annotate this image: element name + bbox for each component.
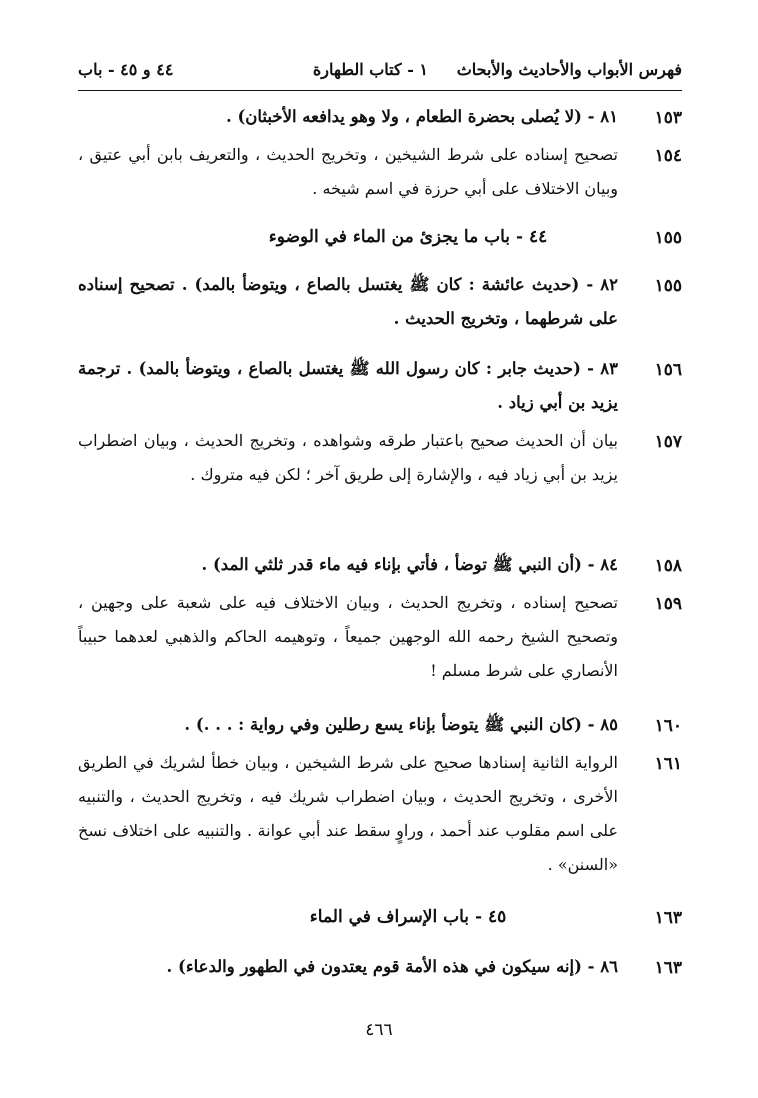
index-entries (78, 0, 682, 1000)
entry-text: ٨٢ - (حديث عائشة : كان ﷺ يغتسل بالصاع ، ويتوضأ بالمد) . تصحيح إسناده على شرطهما ، وتخريج الحديث . (78, 275, 618, 328)
entry-page-number: ١٦٣ (654, 908, 682, 928)
entry-page-number: ١٦١ (654, 754, 682, 774)
page-number: ٤٦٦ (365, 1020, 393, 1040)
entry-text: الرواية الثانية إسنادها صحيح على شرط الشيخين ، وبيان خطأ لشريك في الطريق الأخرى ، وتخريج الحديث ، وبيان اضطراب شريك فيه ، وتخريج الحديث ، والتنبيه على اسم مقلوب عند أحمد ، وراوٍ سقط عند أبي عوانة . والتنبيه على اختلاف نسخ «السنن» . (78, 753, 619, 874)
entry-text: ٨٥ - (كان النبي ﷺ يتوضأ بإناء يسع رطلين وفي رواية : . . .) . (184, 715, 618, 734)
entry-page-number: ١٥٤ (654, 146, 682, 166)
entry-page-number: ١٥٨ (654, 556, 682, 576)
entry-text: ٨١ - (لا يُصلى بحضرة الطعام ، ولا وهو يدافعه الأخبثان) . (225, 107, 618, 126)
entry-text: ٨٤ - (أن النبي ﷺ توضأ ، فأتي بإناء فيه ماء قدر ثلثي المد) . (201, 555, 618, 574)
entry-text: تصحيح إسناده على شرط الشيخين ، وتخريج الحديث ، والتعريف بابن أبي عتيق ، وبيان الاختلاف على أبي حرزة في اسم شيخه . (78, 145, 618, 198)
entry-page-number: ١٦٣ (654, 958, 682, 978)
entry-page-number: ١٥٣ (654, 108, 682, 128)
header-title: فهرس الأبواب والأحاديث والأبحاث (456, 60, 682, 79)
header-chapter: ٤٤ و ٤٥ - باب (78, 60, 174, 79)
entry-page-number: ١٦٠ (654, 716, 682, 736)
entry-text: ٨٣ - (حديث جابر : كان رسول الله ﷺ يغتسل بالصاع ، ويتوضأ بالمد) . ترجمة يزيد بن أبي زياد . (78, 359, 618, 412)
entry-text: ٨٦ - (إنه سيكون في هذه الأمة قوم يعتدون في الطهور والدعاء) . (166, 957, 618, 976)
entry-page-number: ١٥٦ (654, 360, 682, 380)
header-book: ١ - كتاب الطهارة (312, 60, 428, 79)
entry-page-number: ١٥٥ (654, 228, 682, 248)
entry-text: بيان أن الحديث صحيح باعتبار طرقه وشواهده ، وتخريج الحديث ، وبيان اضطراب يزيد بن أبي زياد فيه ، والإشارة إلى طريق آخر ؛ لكن فيه متروك . (78, 431, 618, 484)
entry-page-number: ١٥٩ (654, 594, 682, 614)
entry-text: تصحيح إسناده ، وتخريج الحديث ، وبيان الاختلاف فيه على شعبة على وجهين ، وتصحيح الشيخ رحمه الله الوجهين جميعاً ، وتوهيمه الحاكم والذهبي لعدهما حبيباً الأنصاري على شرط مسلم ! (78, 593, 618, 680)
chapter-title: ٤٥ - باب الإسراف في الماء (309, 907, 507, 927)
chapter-title: ٤٤ - باب ما يجزئ من الماء في الوضوء (268, 227, 548, 247)
entry-page-number: ١٥٥ (654, 276, 682, 296)
entry-page-number: ١٥٧ (654, 432, 682, 452)
